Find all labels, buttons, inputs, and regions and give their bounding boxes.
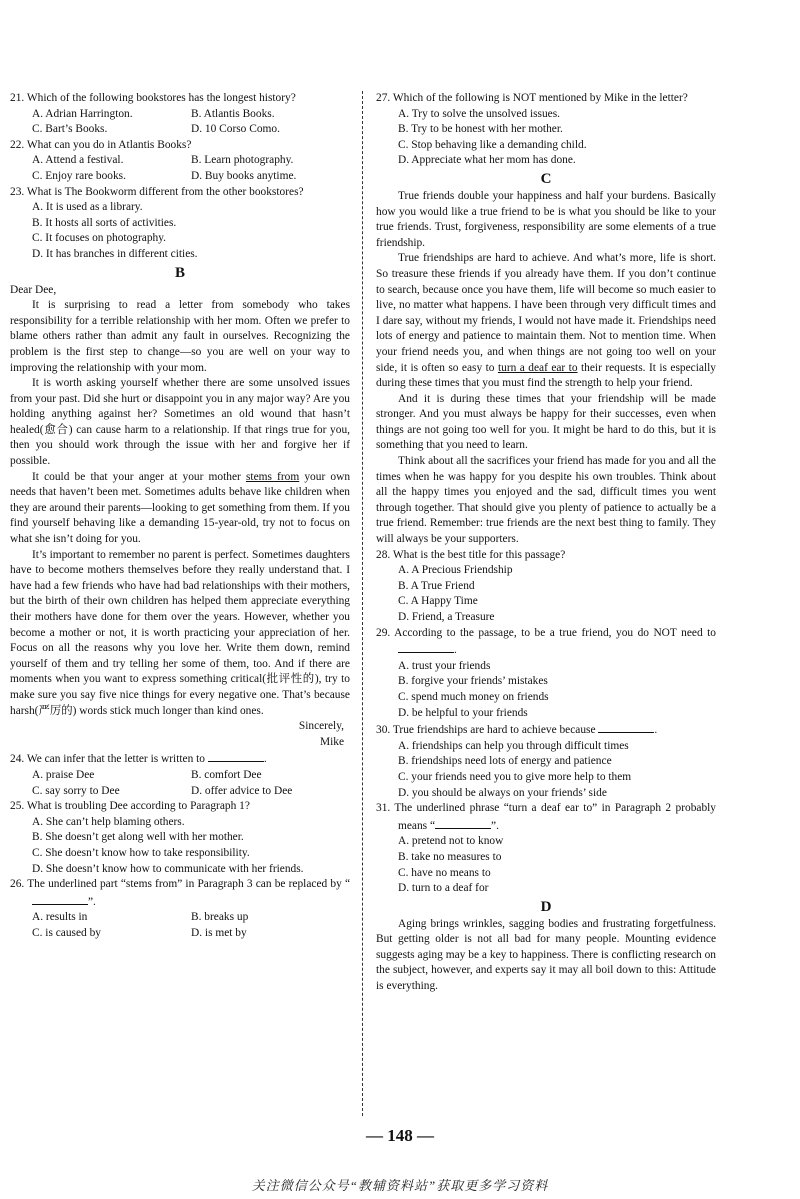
- q29-option-c[interactable]: C. spend much money on friends: [398, 690, 549, 703]
- q21-option-a[interactable]: A. Adrian Harrington.: [32, 107, 133, 120]
- q30-option-b[interactable]: B. friendships need lots of energy and patience: [398, 755, 612, 768]
- q23-stem: 23. What is The Bookworm different from the other bookstores?: [10, 185, 304, 198]
- column-divider: [362, 91, 363, 1116]
- letter-signature: Mike: [319, 735, 344, 748]
- right-column: [376, 91, 716, 995]
- q22-option-b[interactable]: B. Learn photography.: [191, 154, 294, 167]
- q23-option-c[interactable]: C. It focuses on photography.: [32, 232, 167, 245]
- q21-option-c[interactable]: C. Bart’s Books.: [32, 123, 108, 136]
- letter-greeting: Dear Dee,: [10, 283, 57, 296]
- q30-stem: 30. True friendships are hard to achieve because .: [376, 721, 716, 739]
- q29-option-d[interactable]: D. be helpful to your friends: [398, 706, 528, 719]
- q31-option-b[interactable]: B. take no measures to: [398, 850, 502, 863]
- q25-stem: 25. What is troubling Dee according to Paragraph 1?: [10, 800, 250, 813]
- q25-option-a[interactable]: A. She can’t help blaming others.: [32, 815, 185, 828]
- q23-option-a[interactable]: A. It is used as a library.: [32, 201, 143, 214]
- q23-option-b[interactable]: B. It hosts all sorts of activities.: [32, 216, 177, 229]
- q24-option-d[interactable]: D. offer advice to Dee: [191, 784, 293, 797]
- answer-blank[interactable]: [598, 721, 654, 733]
- q31-stem: 31. The underlined phrase “turn a deaf ear to” in Paragraph 2 probably means “ ”.: [376, 802, 716, 832]
- question-25: [10, 799, 350, 877]
- q21-option-d[interactable]: D. 10 Corso Como.: [191, 123, 280, 136]
- q28-stem: 28. What is the best title for this passage?: [376, 548, 566, 561]
- question-31: [376, 801, 716, 897]
- q29-option-a[interactable]: A. trust your friends: [398, 659, 491, 672]
- q27-option-a[interactable]: A. Try to solve the unsolved issues.: [398, 107, 561, 120]
- q21-option-b[interactable]: B. Atlantis Books.: [191, 107, 275, 120]
- underlined-stems-from: stems from: [245, 470, 300, 483]
- question-23: [10, 185, 350, 263]
- q30-option-a[interactable]: A. friendships can help you through difficult times: [398, 739, 629, 752]
- d-paragraph-1: Aging brings wrinkles, sagging bodies and frustrating forgetfulness. But getting older is not all bad for many people. Mounting evidence suggests aging may be a key to happiness. There is conflicting research on the subject, however, and experts say it may all boil down to this: Attitude is everything.: [376, 917, 716, 993]
- q24-stem: 24. We can infer that the letter is written to .: [10, 750, 350, 768]
- underlined-turn-a-deaf-ear-to: turn a deaf ear to: [497, 361, 578, 374]
- q29-option-b[interactable]: B. forgive your friends’ mistakes: [398, 675, 548, 688]
- b-paragraph-2: It is worth asking yourself whether there are some unsolved issues from your past. Did she hurt or disappoint you in any major way? Are you holding anything against her? Sometimes an old wound that hasn’t healed(愈合) can cause harm to a relationship. If that rings true for you, then you should work through the issue with her and forgive her if possible.: [10, 377, 350, 468]
- q26-option-d[interactable]: D. is met by: [191, 926, 247, 939]
- q26-stem: 26. The underlined part “stems from” in Paragraph 3 can be replaced by “”.: [10, 878, 350, 908]
- section-d-heading: D: [540, 898, 552, 915]
- q26-option-b[interactable]: B. breaks up: [191, 911, 249, 924]
- q25-option-b[interactable]: B. She doesn’t get along well with her mother.: [32, 831, 244, 844]
- q26-option-c[interactable]: C. is caused by: [32, 926, 101, 939]
- q22-stem: 22. What can you do in Atlantis Books?: [10, 138, 192, 151]
- q27-option-b[interactable]: B. Try to be honest with her mother.: [398, 123, 563, 136]
- q28-option-a[interactable]: A. A Precious Friendship: [398, 564, 513, 577]
- question-30: [376, 721, 716, 801]
- c-paragraph-4: Think about all the sacrifices your friend has made for you and all the times when he was happy for you despite his own troubles. Think about all the happy times you enjoyed and the sad, difficult times you went through together. That should give you plenty of patience to actually be a true friend. Remember: true friends are the next best thing to family. They will always be your supporters.: [376, 455, 716, 546]
- q24-option-a[interactable]: A. praise Dee: [32, 768, 95, 781]
- question-28: [376, 548, 716, 626]
- c-paragraph-1: True friends double your happiness and half your burdens. Basically how you would like a true friend to be is what you should be like to your true friends. Trust, forgiveness, responsibility are some elements of a true friendship.: [376, 189, 716, 249]
- q22-option-a[interactable]: A. Attend a festival.: [32, 154, 124, 167]
- answer-blank[interactable]: [32, 893, 88, 905]
- q26-option-a[interactable]: A. results in: [32, 911, 88, 924]
- question-21: [10, 91, 350, 138]
- b-paragraph-1: It is surprising to read a letter from somebody who takes responsibility for a terrible relationship with her mom. Often we prefer to blame others rather than admit any fault in ourselves. Recognizing the problem is the first step to change—so you are well on your way to improving the relationship with your mom.: [10, 299, 350, 374]
- q30-option-c[interactable]: C. your friends need you to give more help to them: [398, 770, 632, 783]
- page-number: — 148 —: [366, 1126, 434, 1145]
- c-paragraph-3: And it is during these times that your friendship will be made stronger. And you must always be happy for their successes, even when things are not going too well for you. It might be hard to do this, but it is something that you need to learn.: [376, 392, 716, 452]
- left-column: [10, 91, 350, 941]
- q24-option-b[interactable]: B. comfort Dee: [191, 768, 262, 781]
- q21-stem: 21. Which of the following bookstores has the longest history?: [10, 92, 296, 104]
- letter-closing: Sincerely,: [298, 720, 344, 733]
- q27-option-d[interactable]: D. Appreciate what her mom has done.: [398, 154, 576, 167]
- q29-stem: 29. According to the passage, to be a true friend, you do NOT need to .: [376, 626, 716, 657]
- q24-option-c[interactable]: C. say sorry to Dee: [32, 784, 120, 797]
- c-paragraph-2: True friendships are hard to achieve. And what’s more, life is short. So treasure these friends if you already have them. If you don’t continue to search, because once you have them, life will become so much easier to live, no matter what happens. I have been through very difficult times and I dare say, without my friends, I would not have made it. Friendships need lots of energy and patience to maintain them. Not to mention time. When your friend needs you, and when things are not going too well on your side, it is often so easy to turn a deaf ear to their requests. It is especially during these times that you must find the strength to help your friend.: [376, 252, 716, 390]
- question-24: [10, 750, 350, 799]
- q28-option-d[interactable]: D. Friend, a Treasure: [398, 611, 495, 623]
- footer-note: 关注微信公众号“教辅资料站”获取更多学习资料: [251, 1178, 549, 1193]
- q27-stem: 27. Which of the following is NOT mentioned by Mike in the letter?: [376, 92, 688, 104]
- q28-option-b[interactable]: B. A True Friend: [398, 579, 475, 592]
- b-paragraph-4: It’s important to remember no parent is perfect. Sometimes daughters have to become mothers themselves before they really understand that. I have had a few friends who have had bad relationships with their mothers, but the birth of their own children has helped them appreciate everything their mothers have done for them over the years. However, whether you become a mother or not, it is worth practicing your appreciation of her. Focus on all the reasons why you love her. Write them down, remind yourself of them and try telling her some of them, too. And if there are moments when you want to express something critical(批评性的), try to make sure you say five nice things for every negative one. That’s because harsh(严厉的) words stick much longer than kind ones.: [10, 548, 350, 717]
- q25-option-d[interactable]: D. She doesn’t know how to communicate with her friends.: [32, 862, 304, 875]
- q30-option-d[interactable]: D. you should be always on your friends’ side: [398, 786, 607, 799]
- q22-option-d[interactable]: D. Buy books anytime.: [191, 169, 297, 182]
- q23-option-d[interactable]: D. It has branches in different cities.: [32, 247, 198, 260]
- question-27: [376, 91, 716, 169]
- section-c-heading: C: [540, 170, 552, 187]
- q31-option-d[interactable]: D. turn to a deaf for: [398, 882, 489, 895]
- answer-blank[interactable]: [208, 750, 264, 762]
- question-26: [10, 877, 350, 941]
- answer-blank[interactable]: [398, 641, 454, 653]
- q28-option-c[interactable]: C. A Happy Time: [398, 595, 478, 608]
- q31-option-c[interactable]: C. have no means to: [398, 866, 491, 879]
- q25-option-c[interactable]: C. She doesn’t know how to take responsibility.: [32, 846, 250, 859]
- q27-option-c[interactable]: C. Stop behaving like a demanding child.: [398, 138, 587, 151]
- answer-blank[interactable]: [435, 817, 491, 829]
- q31-option-a[interactable]: A. pretend not to know: [398, 835, 504, 848]
- q22-option-c[interactable]: C. Enjoy rare books.: [32, 169, 126, 182]
- question-22: [10, 138, 350, 185]
- b-paragraph-3: It could be that your anger at your mother stems from your own needs that haven’t been met. Sometimes adults behave like children when they are around their parents—looking to get something from them. If you find yourself behaving like a demanding 15-year-old, try not to focus on what she isn’t doing for you.: [10, 470, 351, 546]
- section-b-heading: B: [174, 264, 185, 281]
- question-29: [376, 626, 716, 722]
